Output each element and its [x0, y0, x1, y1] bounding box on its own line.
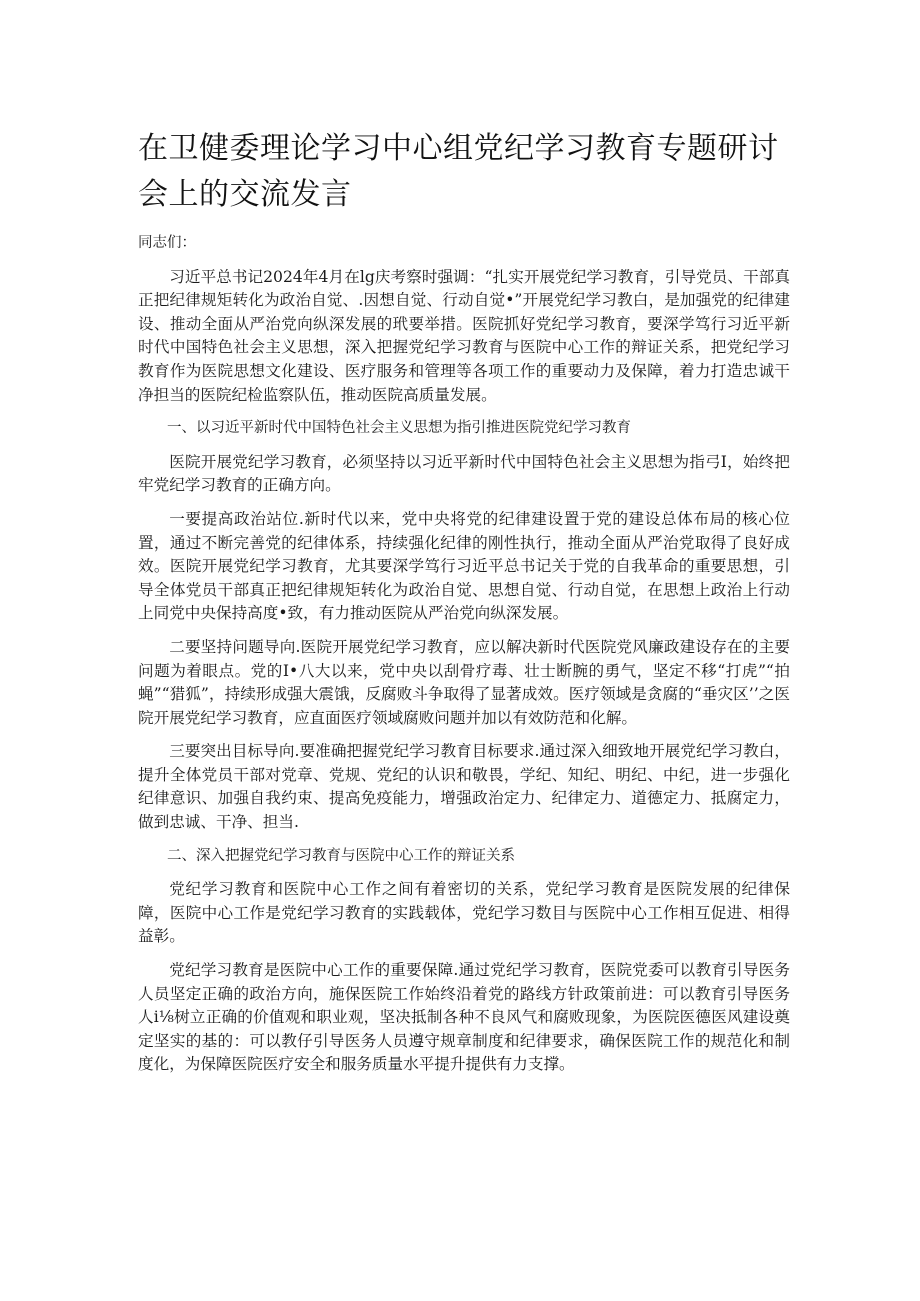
paragraph: 一要提高政治站位.新时代以来，党中央将党的纪律建设置于党的建设总体布局的核心位置，通过不断完善党的纪律体系，持续强化纪律的刚性执行，推动全面从严治党取得了良好成效。医院开展党纪学习教育，尤其要深学笃行习近平总书记关于党的自我革命的重要思想，引导全体党员干部真正把纪律规矩转化为政治自觉、思想自觉、行动自觉，在思想上政治上行动上同党中央保持高度•致，有力推动医院从严治党向纵深发展。 — [138, 509, 790, 623]
salutation: 同志们： — [138, 235, 196, 251]
paragraph: 医院开展党纪学习教育，必须坚持以习近平新时代中国特色社会主义思想为指弓I，始终把牢党纪学习教育的正确方向。 — [138, 452, 790, 495]
paragraph: 党纪学习教育和医院中心工作之间有着密切的关系，党纪学习教育是医院发展的纪律保障，医院中心工作是党纪学习教育的实践载体，党纪学习数目与医院中心工作相互促进、相得益彰。 — [138, 880, 790, 946]
document-title: 在卫健委理论学习中心组党纪学习教育专题研讨会上的交流发言 — [138, 131, 779, 212]
paragraph-intro: 习近平总书记2024年4月在lg庆考察时强调：“扎实开展党纪学习教育，引导党员、干部真正把纪律规矩转化为政治自觉、.因想自觉、行动自觉•”开展党纪学习教白，是加强党的纪律建设、推动全面从严治党向纵深发展的玳要举措。医院抓好党纪学习教育，要深学笃行习近平新时代中国特色社会主义思想，深入把握党纪学习教育与医院中心工作的辩证关系，把党纪学习教育作为医院思想文化建设、医疗服务和管理等各项工作的重要动力及保障，着力打造忠诚干净担当的医院纪检监察队伍，推动医院高质量发展。 — [138, 267, 790, 404]
document-body — [138, 232, 790, 1087]
paragraph: 党纪学习教育是医院中心工作的重要保障.通过党纪学习教育，医院党委可以教育引导医务人员坚定正确的政治方向，施保医院工作始终沿着党的路线方针政策前进：可以教育引导医务人i⅛树立正确的价值观和职业观，坚决抵制各种不良风气和腐败现象，为医院医德医风建设奠定坚实的基的：可以教仔引导医务人员遵守规章制度和纪律要求，确保医院工作的规范化和制度化，为保障医院医疗安全和服务质量水平提升提供有力支撑。 — [138, 961, 790, 1074]
paragraph: 二要坚持问题导向.医院开展党纪学习教育，应以解决新时代医院党风廉政建设存在的主要问题为着眼点。党的I•八大以来，党中央以刮骨疗毒、壮士断腕的勇气，坚定不移“打虎”“拍蝇”“猎狐”，持续形成强大震饿，反腐败斗争取得了显著成效。医疗领域是贪腐的“垂灾区’’之医院开展党纪学习教育，应直面医疗领域腐败问题并加以有效防范和化解。 — [138, 637, 790, 727]
section-heading-1: 一、以习近平新时代中国特色社会主义思想为指引推进医院党纪学习教育 — [167, 420, 631, 437]
paragraph: 三要突出目标导向.要准确把握党纪学习教育目标要求.通过深入细致地开展党纪学习教白，提升全体党员干部对党章、党规、党纪的认识和敬畏，学纪、知纪、明纪、中纪，进一步强化纪律意识、加强自我约束、提高免疫能力，增强政治定力、纪律定力、道德定力、抵腐定力，做到忠诚、干净、担当. — [138, 742, 790, 832]
section-heading-2: 二、深入把握党纪学习教育与医院中心工作的辩证关系 — [167, 847, 515, 864]
